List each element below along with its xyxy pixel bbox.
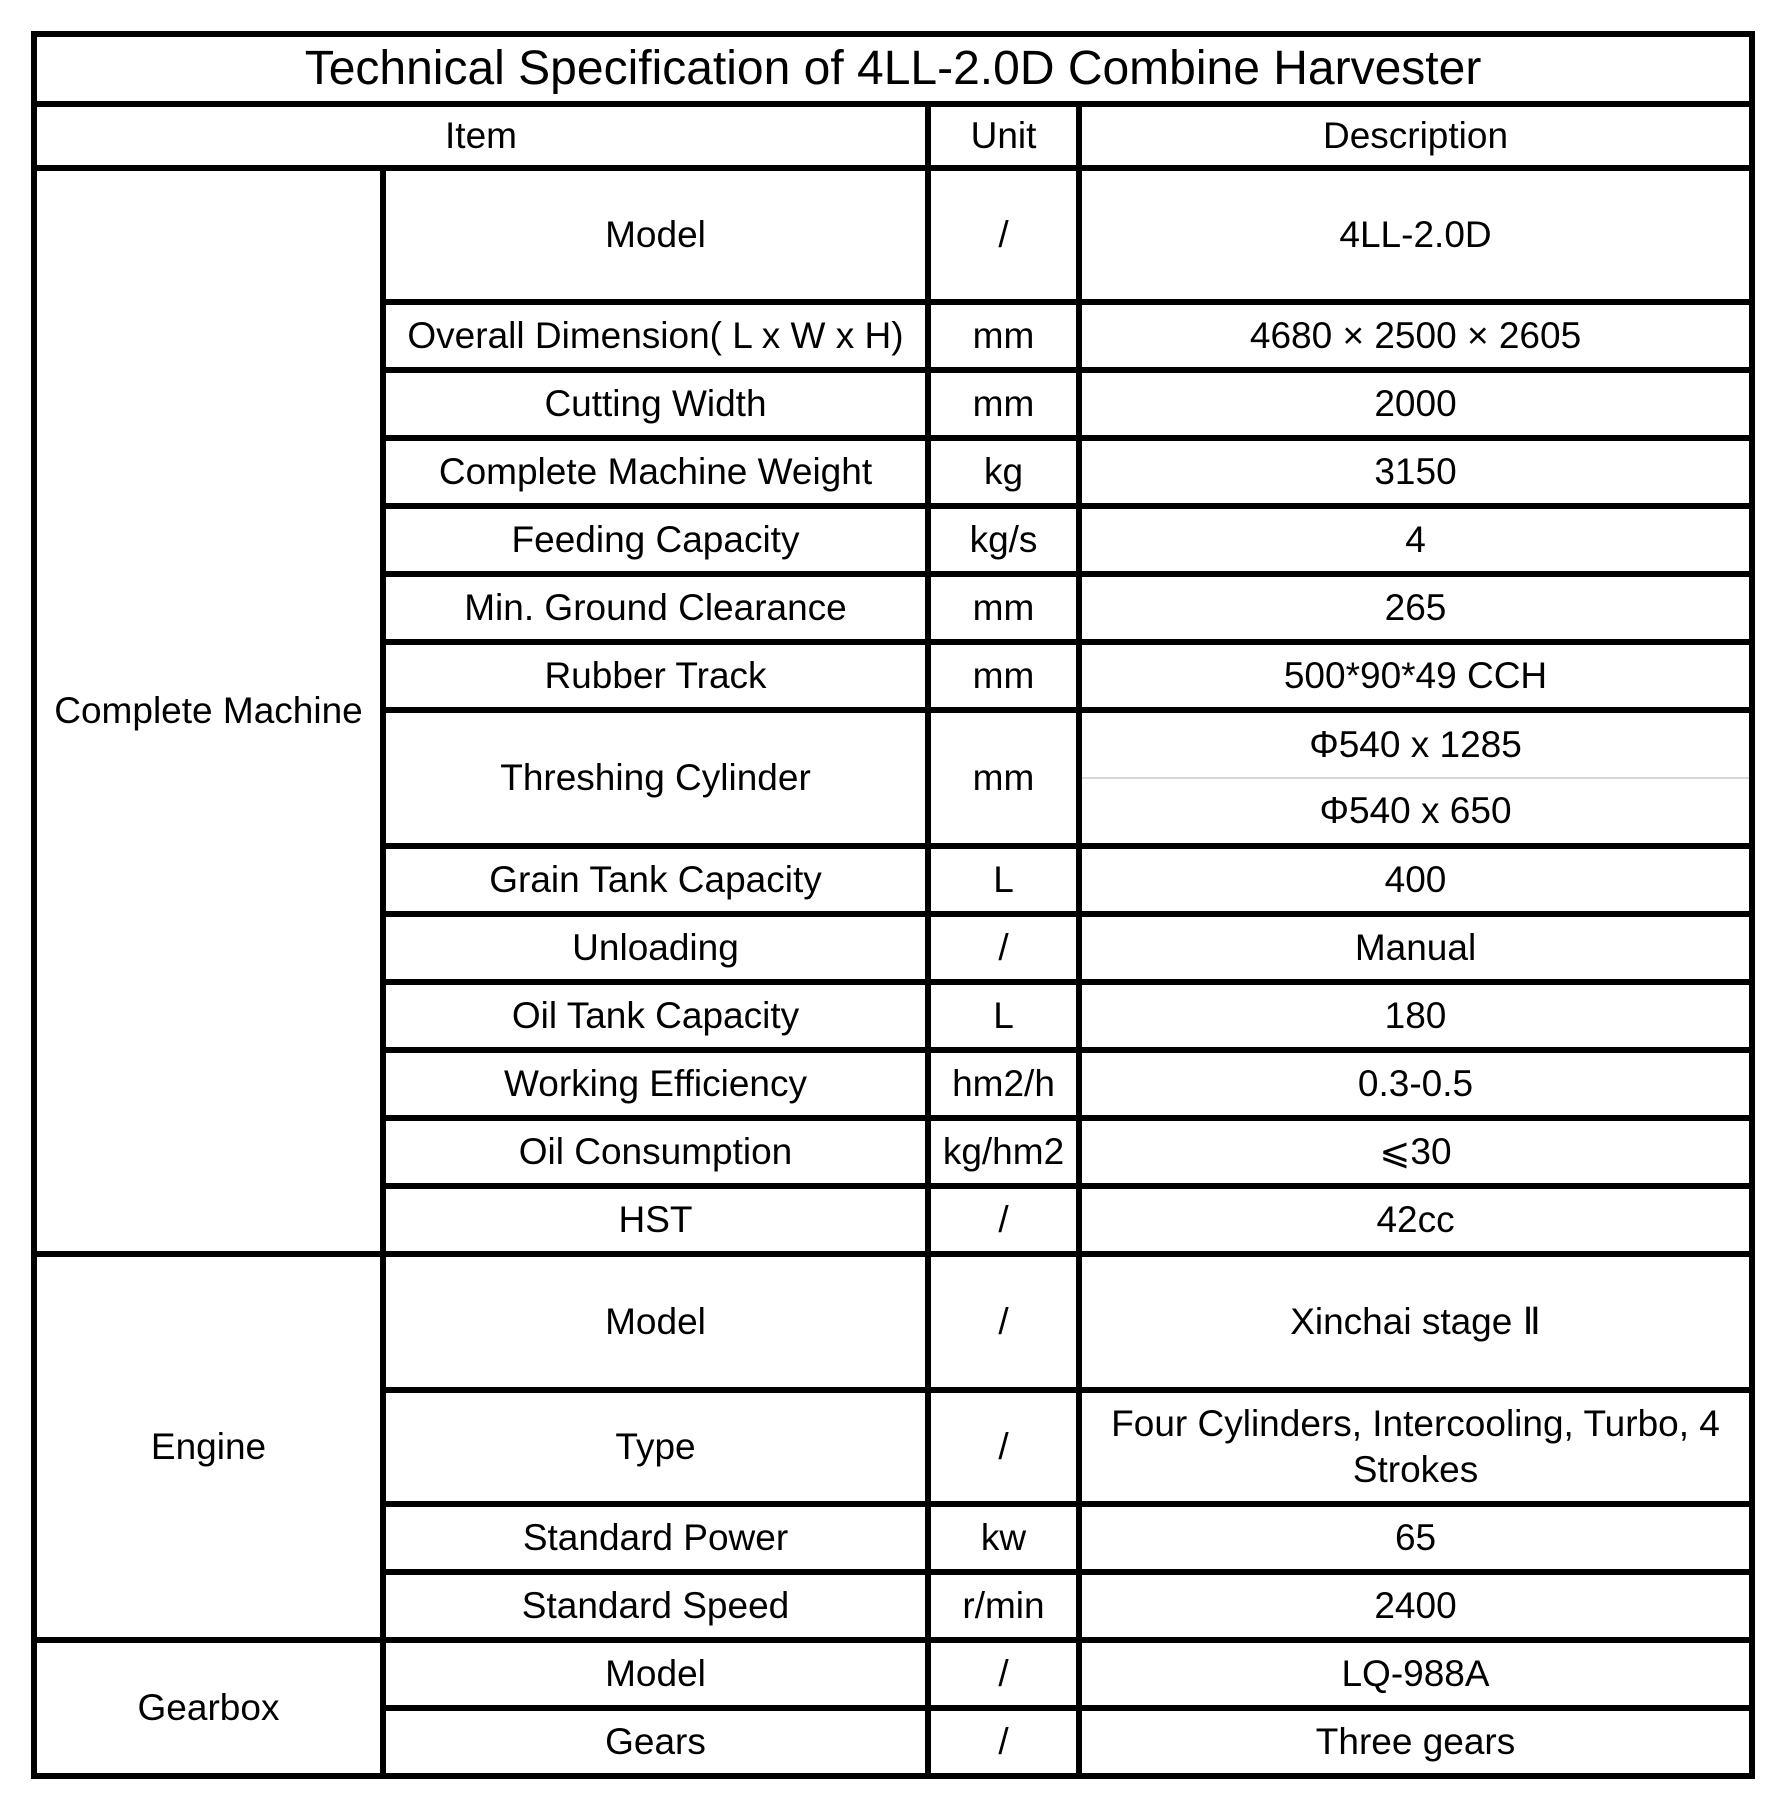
description-cell: 0.3-0.5 — [1079, 1050, 1752, 1118]
unit-cell: / — [928, 914, 1079, 982]
description-cell: 400 — [1079, 846, 1752, 914]
header-row — [34, 104, 1752, 168]
description-cell: 180 — [1079, 982, 1752, 1050]
unit-cell: / — [928, 168, 1079, 302]
description-cell: 3150 — [1079, 438, 1752, 506]
group-complete-machine: Complete Machine — [34, 168, 383, 1254]
item-cell: Rubber Track — [383, 642, 928, 710]
unit-cell: / — [928, 1390, 1079, 1504]
unit-cell: kg — [928, 438, 1079, 506]
description-cell: 42cc — [1079, 1186, 1752, 1254]
group-gearbox: Gearbox — [34, 1640, 383, 1776]
item-cell: Gears — [383, 1708, 928, 1776]
item-cell: Standard Speed — [383, 1572, 928, 1640]
description-cell: 500*90*49 CCH — [1079, 642, 1752, 710]
description-cell: Manual — [1079, 914, 1752, 982]
item-cell: Threshing Cylinder — [383, 710, 928, 846]
unit-cell: L — [928, 846, 1079, 914]
unit-cell: kg/hm2 — [928, 1118, 1079, 1186]
header-description: Description — [1079, 104, 1752, 168]
unit-cell: / — [928, 1254, 1079, 1390]
table-title: Technical Specification of 4LL-2.0D Combine Harvester — [34, 34, 1752, 104]
description-cell: ⩽30 — [1079, 1118, 1752, 1186]
item-cell: Standard Power — [383, 1504, 928, 1572]
table-row — [34, 1640, 1752, 1708]
item-cell: Complete Machine Weight — [383, 438, 928, 506]
item-cell: Model — [383, 1640, 928, 1708]
unit-cell: mm — [928, 710, 1079, 846]
unit-cell: mm — [928, 642, 1079, 710]
unit-cell: kg/s — [928, 506, 1079, 574]
unit-cell: L — [928, 982, 1079, 1050]
description-cell: LQ-988A — [1079, 1640, 1752, 1708]
item-cell: Oil Consumption — [383, 1118, 928, 1186]
description-cell: Xinchai stage Ⅱ — [1079, 1254, 1752, 1390]
item-cell: Feeding Capacity — [383, 506, 928, 574]
unit-cell: mm — [928, 574, 1079, 642]
description-cell: 2400 — [1079, 1572, 1752, 1640]
header-item: Item — [34, 104, 928, 168]
spec-table — [31, 31, 1755, 1779]
item-cell: Min. Ground Clearance — [383, 574, 928, 642]
unit-cell: / — [928, 1186, 1079, 1254]
description-cell: 4LL-2.0D — [1079, 168, 1752, 302]
item-cell: Model — [383, 1254, 928, 1390]
item-cell: Grain Tank Capacity — [383, 846, 928, 914]
description-cell: Three gears — [1079, 1708, 1752, 1776]
unit-cell: hm2/h — [928, 1050, 1079, 1118]
item-cell: Cutting Width — [383, 370, 928, 438]
unit-cell: mm — [928, 302, 1079, 370]
unit-cell: / — [928, 1640, 1079, 1708]
description-cell: Φ540 x 650 — [1079, 778, 1752, 846]
description-cell: 265 — [1079, 574, 1752, 642]
item-cell: Model — [383, 168, 928, 302]
description-cell: 65 — [1079, 1504, 1752, 1572]
item-cell: Overall Dimension( L x W x H) — [383, 302, 928, 370]
description-cell: Four Cylinders, Intercooling, Turbo, 4 Strokes — [1079, 1390, 1752, 1504]
group-engine: Engine — [34, 1254, 383, 1640]
header-unit: Unit — [928, 104, 1079, 168]
unit-cell: / — [928, 1708, 1079, 1776]
table-row — [34, 1254, 1752, 1390]
unit-cell: r/min — [928, 1572, 1079, 1640]
unit-cell: kw — [928, 1504, 1079, 1572]
description-cell: 4680 × 2500 × 2605 — [1079, 302, 1752, 370]
item-cell: Unloading — [383, 914, 928, 982]
unit-cell: mm — [928, 370, 1079, 438]
item-cell: Type — [383, 1390, 928, 1504]
item-cell: HST — [383, 1186, 928, 1254]
description-cell: Φ540 x 1285 — [1079, 710, 1752, 778]
description-cell: 2000 — [1079, 370, 1752, 438]
item-cell: Oil Tank Capacity — [383, 982, 928, 1050]
title-row — [34, 34, 1752, 104]
description-cell: 4 — [1079, 506, 1752, 574]
item-cell: Working Efficiency — [383, 1050, 928, 1118]
table-row — [34, 168, 1752, 302]
